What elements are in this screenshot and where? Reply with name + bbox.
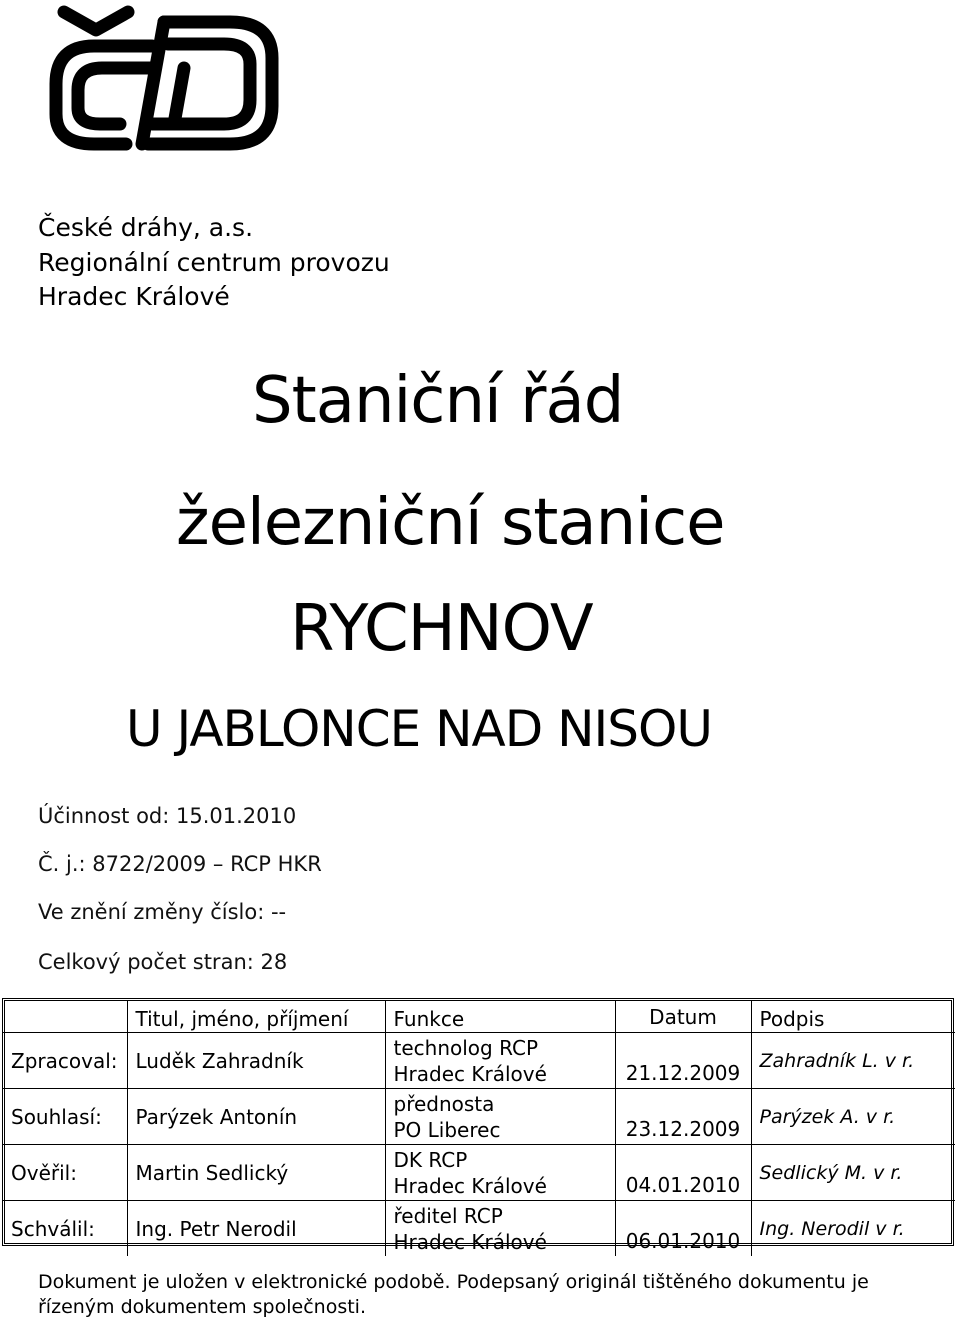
header-date: Datum xyxy=(615,1000,751,1033)
row-function-line2: Hradec Králové xyxy=(393,1061,547,1086)
station-name: RYCHNOV xyxy=(290,592,593,666)
page-count: Celkový počet stran: 28 xyxy=(38,950,288,974)
row-date: 06.01.2010 xyxy=(615,1201,751,1257)
row-function-line2: Hradec Králové xyxy=(393,1229,547,1254)
row-role: Schválil: xyxy=(3,1201,127,1257)
header-signature: Podpis xyxy=(759,1007,825,1031)
table-row xyxy=(3,1089,955,1145)
row-function-line2: PO Liberec xyxy=(393,1117,501,1142)
table-row xyxy=(3,1033,955,1089)
row-function xyxy=(385,1033,615,1089)
table-row xyxy=(3,1201,955,1257)
amendment-number: Ve znění změny číslo: -- xyxy=(38,900,287,924)
header-role xyxy=(3,1000,127,1033)
row-name: Luděk Zahradník xyxy=(127,1033,385,1089)
row-function xyxy=(385,1145,615,1201)
row-name: Martin Sedlický xyxy=(127,1145,385,1201)
row-date: 21.12.2009 xyxy=(615,1033,751,1089)
row-date: 23.12.2009 xyxy=(615,1089,751,1145)
doc-title: Staniční řád xyxy=(252,364,624,438)
row-function-line2: Hradec Králové xyxy=(393,1173,547,1198)
row-function-line1: přednosta xyxy=(393,1091,495,1116)
header-function: Funkce xyxy=(385,1000,615,1033)
row-signature: Parýzek A. v r. xyxy=(751,1089,955,1145)
company-city: Hradec Králové xyxy=(38,282,230,311)
company-name: České dráhy, a.s. xyxy=(38,213,254,242)
table-row xyxy=(3,1145,955,1201)
row-function-line1: DK RCP xyxy=(393,1147,468,1172)
row-function xyxy=(385,1201,615,1257)
row-role: Ověřil: xyxy=(3,1145,127,1201)
station-name-suffix: U JABLONCE NAD NISOU xyxy=(126,700,712,758)
company-division: Regionální centrum provozu xyxy=(38,248,390,277)
row-signature: Zahradník L. v r. xyxy=(751,1033,955,1089)
row-function xyxy=(385,1089,615,1145)
row-function-line1: ředitel RCP xyxy=(393,1203,503,1228)
effective-date: Účinnost od: 15.01.2010 xyxy=(38,804,297,828)
reference-number: Č. j.: 8722/2009 – RCP HKR xyxy=(38,852,322,876)
row-signature: Sedlický M. v r. xyxy=(751,1145,955,1201)
row-role: Souhlasí: xyxy=(3,1089,127,1145)
approval-table xyxy=(3,1000,955,1256)
header-name: Titul, jméno, příjmení xyxy=(127,1000,385,1033)
footer-note: Dokument je uložen v elektronické podobě. Podepsaný originál tištěného dokumentu je řízeným dokumentem společnosti. xyxy=(38,1271,869,1318)
row-signature: Ing. Nerodil v r. xyxy=(751,1201,955,1257)
table-header-row xyxy=(3,1000,955,1033)
cd-logo-icon xyxy=(34,2,286,156)
row-date: 04.01.2010 xyxy=(615,1145,751,1201)
row-name: Ing. Petr Nerodil xyxy=(127,1201,385,1257)
doc-subtitle: železniční stanice xyxy=(176,486,725,560)
row-name: Parýzek Antonín xyxy=(127,1089,385,1145)
row-function-line1: technolog RCP xyxy=(393,1035,539,1060)
row-role: Zpracoval: xyxy=(3,1033,127,1089)
